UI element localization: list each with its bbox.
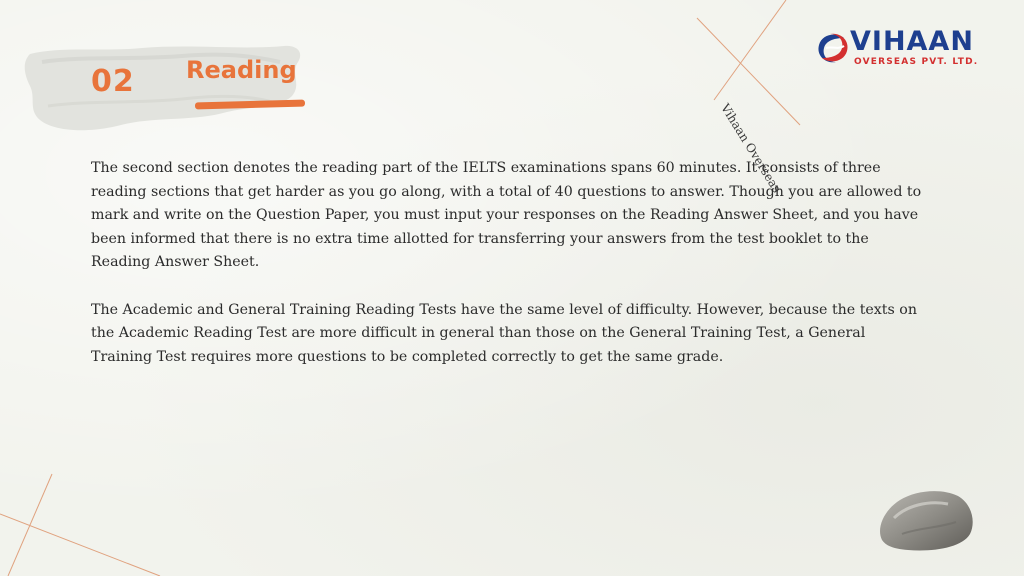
bottom-left-line-2: [0, 514, 160, 576]
bottom-left-line-1: [8, 474, 52, 576]
company-logo: [816, 26, 986, 74]
top-right-line-2: [697, 18, 800, 125]
section-number: 02: [91, 64, 135, 99]
paragraph-2: The Academic and General Training Reading Tests have the same level of difficulty. However, because the texts on the Academic Reading Test are more difficult in general than those on the General Training Test, a General Training Test requires more questions to be completed correctly to get the same grade.: [91, 301, 917, 365]
watermark-text: Vihaan Overseas: [718, 101, 784, 196]
logo-swirl-icon: [816, 30, 850, 66]
logo-subtitle: OVERSEAS PVT. LTD.: [854, 57, 979, 67]
top-right-line-1: [714, 0, 786, 100]
brush-stroke-background: [22, 40, 312, 140]
paragraph-1: The second section denotes the reading part of the IELTS examinations spans 60 minutes. It consists of three reading sections that get harder as you go along, with a total of 40 questions to answer. Though you are allowed to mark and write on the Question Paper, you must input your responses on the Reading Answer Sheet, and you have been informed that there is no extra time allotted for transferring your answers from the test booklet to the Reading Answer Sheet.: [91, 160, 922, 270]
body-content: [91, 157, 927, 393]
stone-decoration: [872, 488, 976, 554]
section-title: Reading: [186, 56, 297, 84]
logo-name: VIHAAN: [850, 26, 974, 57]
